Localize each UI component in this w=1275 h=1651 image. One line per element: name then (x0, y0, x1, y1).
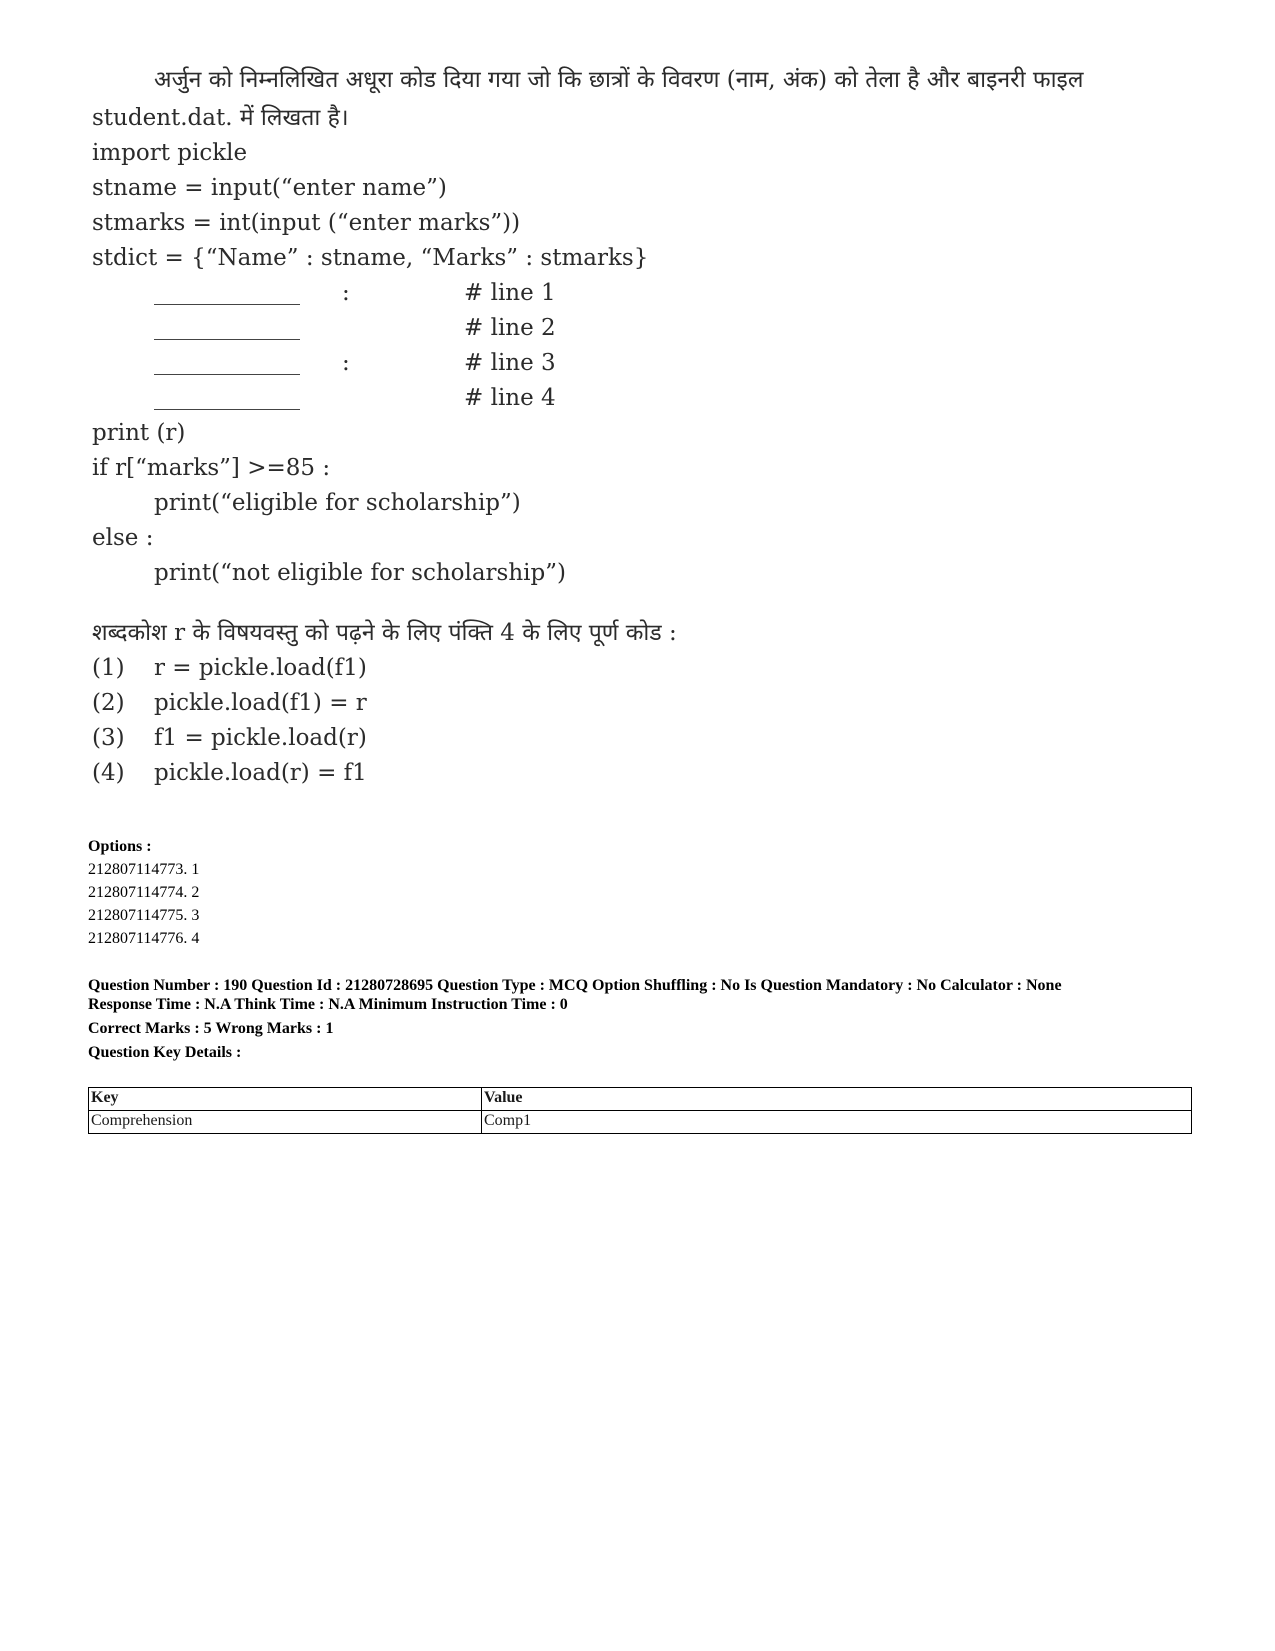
table-header-key: Key (89, 1088, 482, 1111)
choice-number: (3) (92, 725, 125, 751)
choice-number: (4) (92, 760, 125, 786)
key-details-heading: Question Key Details : (88, 1044, 242, 1061)
option-item: 212807114774. 2 (88, 884, 200, 901)
code-line: print(“not eligible for scholarship”) (154, 560, 566, 586)
choice-text: r = pickle.load(f1) (154, 655, 367, 681)
code-line: stname = input(“enter name”) (92, 175, 447, 201)
code-blank (154, 409, 300, 410)
code-line: print(“eligible for scholarship”) (154, 490, 521, 516)
table-header-value: Value (482, 1088, 1192, 1111)
option-item: 212807114776. 4 (88, 930, 200, 947)
table-cell: Comprehension (89, 1111, 482, 1134)
question-intro-line2: student.dat. में लिखता है। (92, 105, 349, 131)
choice-text: f1 = pickle.load(r) (154, 725, 367, 751)
code-line: else : (92, 525, 154, 551)
choice-number: (2) (92, 690, 125, 716)
choice-text: pickle.load(f1) = r (154, 690, 367, 716)
table-row (89, 1111, 1192, 1134)
code-blank (154, 339, 300, 340)
code-line: if r[“marks”] >=85 : (92, 455, 331, 481)
marks-line: Correct Marks : 5 Wrong Marks : 1 (88, 1020, 334, 1037)
options-heading: Options : (88, 838, 152, 855)
question-meta-line1: Question Number : 190 Question Id : 21280728695 Question Type : MCQ Option Shuffling : No Is Question Mandatory : No Calculator : None (88, 977, 1062, 994)
code-comment: # line 2 (464, 315, 556, 341)
code-colon: : (342, 280, 350, 306)
code-colon: : (342, 350, 350, 376)
code-line: print (r) (92, 420, 186, 446)
code-line: stmarks = int(input (“enter marks”)) (92, 210, 521, 236)
table-header-row (89, 1088, 1192, 1111)
code-blank (154, 304, 300, 305)
option-item: 212807114773. 1 (88, 861, 200, 878)
code-blank (154, 374, 300, 375)
code-comment: # line 3 (464, 350, 556, 376)
code-comment: # line 4 (464, 385, 556, 411)
code-line: stdict = {“Name” : stname, “Marks” : stmarks} (92, 245, 649, 271)
option-item: 212807114775. 3 (88, 907, 200, 924)
question-prompt: शब्दकोश r के विषयवस्तु को पढ़ने के लिए पंक्ति 4 के लिए पूर्ण कोड : (92, 620, 677, 646)
question-meta-line2: Response Time : N.A Think Time : N.A Minimum Instruction Time : 0 (88, 996, 568, 1013)
question-intro-line1: अर्जुन को निम्नलिखित अधूरा कोड दिया गया जो कि छात्रों के विवरण (नाम, अंक) को तेला है और बाइनरी फाइल (154, 67, 1084, 93)
key-details-table (88, 1087, 1192, 1134)
table-cell: Comp1 (482, 1111, 1192, 1134)
choice-number: (1) (92, 655, 125, 681)
code-line: import pickle (92, 140, 248, 166)
code-comment: # line 1 (464, 280, 556, 306)
choice-text: pickle.load(r) = f1 (154, 760, 367, 786)
